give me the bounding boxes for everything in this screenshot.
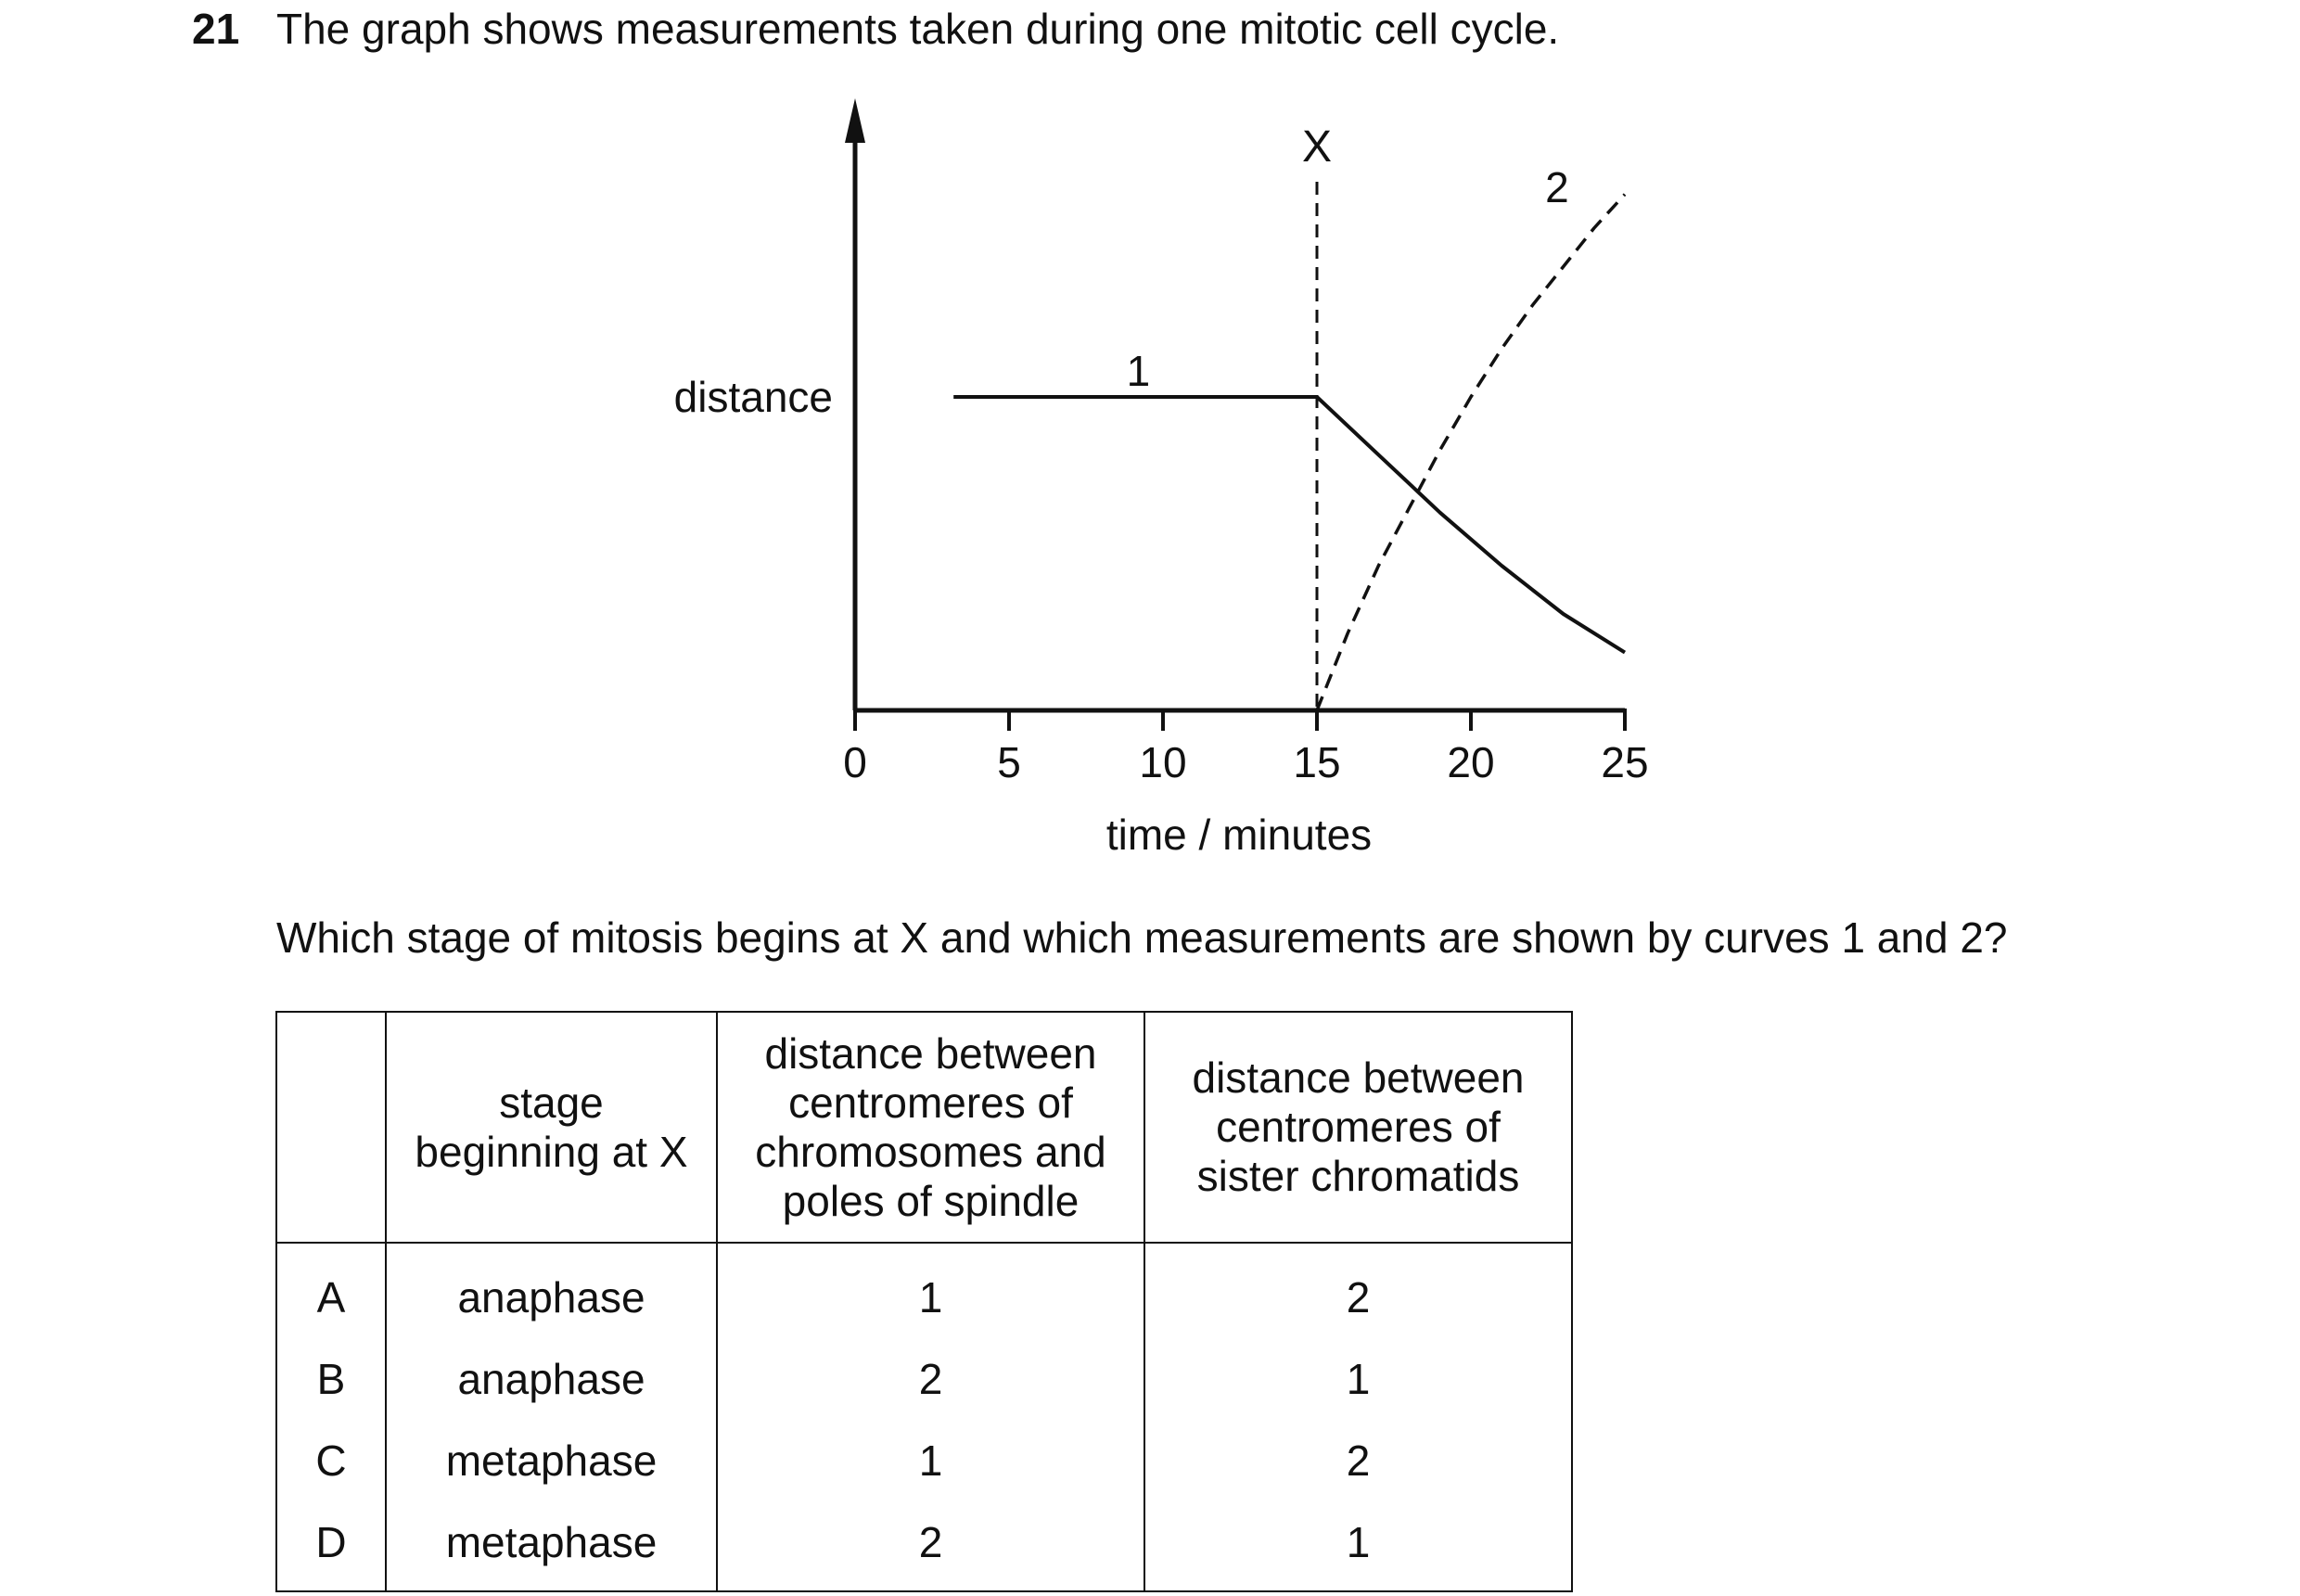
series-2-curve (1317, 195, 1625, 710)
x-tick-label: 0 (843, 738, 867, 786)
x-tick-label: 15 (1293, 738, 1341, 786)
series-layer (953, 195, 1625, 710)
option-poles: 1 (717, 1420, 1144, 1501)
option-stage: anaphase (386, 1338, 717, 1420)
series-2-label: 2 (1545, 163, 1569, 211)
option-poles: 2 (717, 1501, 1144, 1591)
x-tick-label: 5 (997, 738, 1021, 786)
x-tick-label: 25 (1601, 738, 1649, 786)
y-axis-label: distance (673, 373, 833, 421)
header-stage-label: stage beginning at X (415, 1078, 688, 1176)
question-prompt: Which stage of mitosis begins at X and which measurements are shown by curves 1 and 2? (276, 913, 2008, 962)
option-key[interactable]: D (276, 1501, 386, 1591)
header-stage (386, 1012, 717, 1243)
option-stage: anaphase (386, 1243, 717, 1338)
y-axis-arrow-icon (845, 98, 865, 143)
answer-row-d[interactable] (276, 1501, 1572, 1591)
option-stage: metaphase (386, 1501, 717, 1591)
option-stage: metaphase (386, 1420, 717, 1501)
series-1-label: 1 (1126, 347, 1151, 395)
axes (845, 98, 1625, 710)
question-number: 21 (192, 5, 240, 53)
table-header-row (276, 1012, 1572, 1243)
x-axis-label: time / minutes (1105, 811, 1373, 859)
x-tick-label: 10 (1139, 738, 1187, 786)
answer-table (275, 1011, 1573, 1592)
header-key (276, 1012, 386, 1243)
x-tick-label: 20 (1447, 738, 1495, 786)
header-poles (717, 1012, 1144, 1243)
option-sister: 1 (1144, 1501, 1572, 1591)
header-poles-label: distance between centromeres of chromosomes and poles of spindle (755, 1028, 1106, 1225)
option-sister: 1 (1144, 1338, 1572, 1420)
option-sister: 2 (1144, 1420, 1572, 1501)
marker-x-label: X (1301, 122, 1333, 172)
chart-labels (674, 122, 1569, 859)
header-sister (1144, 1012, 1572, 1243)
answer-row-b[interactable] (276, 1338, 1572, 1420)
option-sister: 2 (1144, 1243, 1572, 1338)
option-key[interactable]: A (276, 1243, 386, 1338)
x-axis-ticks (843, 709, 1648, 786)
answer-row-a[interactable] (276, 1243, 1572, 1338)
answer-row-c[interactable] (276, 1420, 1572, 1501)
option-poles: 1 (717, 1243, 1144, 1338)
header-sister-label: distance between centromeres of sister chromatids (1192, 1053, 1525, 1200)
option-key[interactable]: B (276, 1338, 386, 1420)
option-key[interactable]: C (276, 1420, 386, 1501)
series-1-curve (953, 397, 1625, 653)
option-poles: 2 (717, 1338, 1144, 1420)
question-stem: The graph shows measurements taken during one mitotic cell cycle. (276, 5, 1560, 53)
